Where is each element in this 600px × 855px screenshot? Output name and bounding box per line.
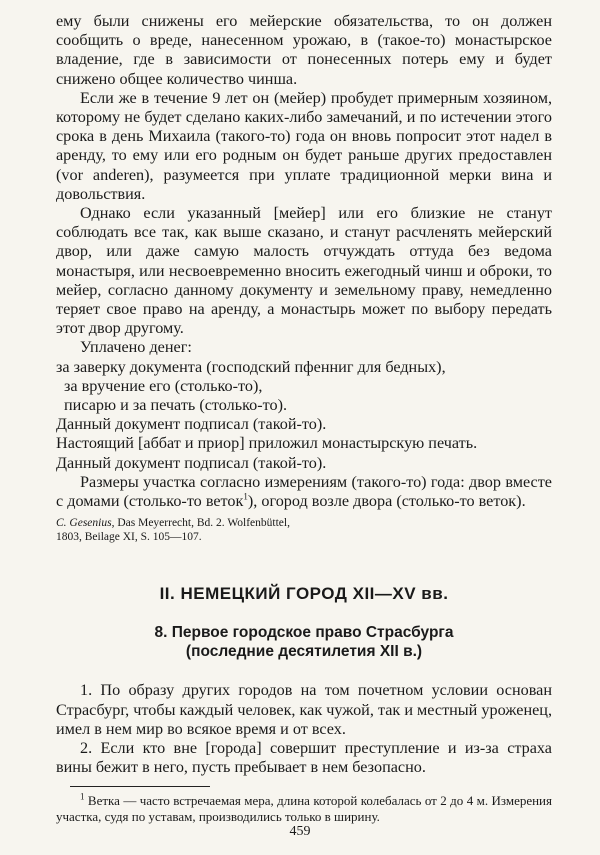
section-heading: II. НЕМЕЦКИЙ ГОРОД XII—XV вв. bbox=[159, 584, 449, 604]
article-1: 1. По образу других городов на том почетном условии основан Страсбург, чтобы каждый человек, как чужой, так и местный уроженец, имел в нем мир во всякое время и от всех. bbox=[56, 681, 552, 738]
source-author: C. Gesenius bbox=[56, 517, 112, 530]
payment-block bbox=[56, 338, 552, 472]
source-title: , Das Meyerrecht, Bd. 2. Wolfenbüttel, bbox=[111, 517, 290, 530]
paragraph-meier-losses: ему были снижены его мейерские обязательства, то он должен сообщить о вреде, нанесенном урожаю, в (такое-то) монастырское владение, где в зависимости от понесенных потерь ему и будет снижено общее количество чинша. bbox=[56, 12, 552, 88]
source-details: 1803, Beilage XI, S. 105—107. bbox=[56, 530, 202, 543]
document-title-line: 8. Первое городское право Страсбурга bbox=[154, 624, 454, 642]
source-citation bbox=[56, 517, 552, 544]
signature-line: Данный документ подписал (такой-то). bbox=[56, 415, 327, 434]
document-title bbox=[56, 623, 552, 661]
document-title-subline: (последние десятилетия XII в.) bbox=[185, 643, 423, 661]
footnote bbox=[56, 793, 552, 825]
measurements-text: Размеры участка согласно измерениям (такого-то) года: двор вместе с домами (столько-то веток bbox=[56, 472, 552, 511]
measurements-text-end: ), огород возле двора (столько-то веток). bbox=[247, 492, 526, 511]
seal-line: Настоящий [аббат и приор] приложил монастырскую печать. bbox=[56, 434, 478, 453]
footnote-text: Ветка — часто встречаемая мера, длина которой колебалась от 2 до 4 м. Измерения участка, судя по уставам, производились только в ширину. bbox=[56, 792, 552, 824]
footnote-divider bbox=[70, 786, 210, 787]
paragraph-nine-years: Если же в течение 9 лет он (мейер) пробудет примерным хозяином, которому не будет сделано каких-либо замечаний, и по истечении этого срока в день Михаила (такого-то) года он вновь попросит этот надел в аренду, то ему или его родным он будет раньше других предоставлен (vor anderen), разумеется при уплате традиционной мерки вина и довольствия. bbox=[56, 88, 552, 203]
article-2: 2. Если кто вне [города] совершит преступление и из-за страха вины бежит в него, пусть пребывает в нем безопасно. bbox=[56, 739, 552, 777]
payment-line: за заверку документа (господский пфенниг для бедных), bbox=[56, 357, 446, 376]
paragraph-measurements bbox=[56, 473, 552, 511]
footnote-ref: 1 bbox=[243, 491, 248, 502]
payment-line: писарю и за печать (столько-то). bbox=[64, 396, 288, 415]
signature-line: Данный документ подписал (такой-то). bbox=[56, 453, 327, 472]
paragraph-violations: Однако если указанный [мейер] или его близкие не станут соблюдать все так, как выше сказано, и станут расчленять мейерский двор, или даже самую малость отчуждать оттуда без ведома монастыря, или несвоевременно вносить ежегодный чинш и оброки, то мейер, согласно данному документу и земельному праву, немедленно теряет свое право на аренду, а монастырь может по выбору передать этот двор другому. bbox=[56, 204, 552, 338]
document-page bbox=[56, 12, 552, 825]
page-number: 459 bbox=[289, 824, 311, 839]
payment-line: за вручение его (столько-то), bbox=[64, 376, 263, 395]
footnote-mark: 1 bbox=[80, 791, 85, 802]
payment-heading: Уплачено денег: bbox=[80, 338, 192, 357]
